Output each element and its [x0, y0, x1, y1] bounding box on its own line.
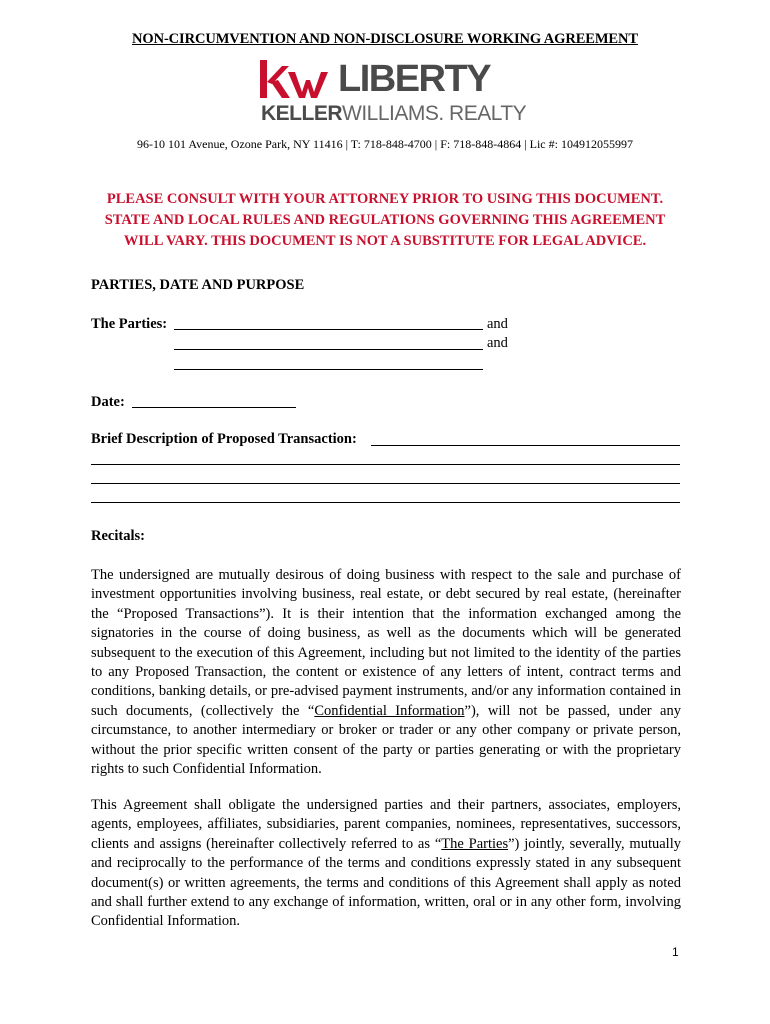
para1-text-a: The undersigned are mutually desirous of doing business with respect to the sale and purchase of investment opportunities involving business, real estate, or debt secured by real estate, (hereinafter the “Proposed Transactions”). It is their intention that the information exchanged among the signatories in the course of doing business, as well as the documents which will be generated subsequent to the execution of this Agreement, including but not limited to the identity of the parties to any Proposed Transaction, the content or existence of any letters of intent, contract terms and conditions, banking details, or pre-advised payment instruments, and/or any information contained in such documents, (collectively the “	[91, 567, 681, 719]
description-field-line-3[interactable]	[91, 483, 680, 484]
kw-logo-mark-icon	[258, 58, 338, 102]
brand-subtitle-bold: KELLER	[261, 102, 342, 125]
para1-text-b: ”), will not be passed, under any circumstance, to another intermediary or broker or trader or any other company or private person, without the prior specific written consent of the party or parties generating or with the proprietary rights to such Confidential Information.	[91, 702, 681, 778]
para2-text-a: This Agreement shall obligate the undersigned parties and their partners, associates, employers, agents, employees, affiliates, subsidiaries, parent companies, nominees, representatives, successors, clients and assigns (hereinafter collectively referred to as “	[91, 797, 681, 852]
the-parties-term: The Parties	[441, 835, 509, 852]
party-1-field[interactable]	[174, 329, 483, 330]
confidential-information-term: Confidential Information	[314, 702, 465, 719]
parties-label: The Parties:	[91, 316, 168, 332]
legal-warning: PLEASE CONSULT WITH YOUR ATTORNEY PRIOR TO USING THIS DOCUMENT. STATE AND LOCAL RULES AND REGULATIONS GOVERNING THIS AGREEMENT WILL VARY. THIS DOCUMENT IS NOT A SUBSTITUTE FOR LEGAL ADVICE.	[104, 191, 666, 249]
party-2-field[interactable]	[174, 349, 483, 350]
recitals-heading: Recitals:	[91, 528, 145, 544]
brand-subtitle-rest: WILLIAMS. REALTY	[342, 102, 527, 125]
description-field-line-1[interactable]	[371, 445, 680, 446]
section-heading-parties: PARTIES, DATE AND PURPOSE	[91, 277, 305, 293]
kw-liberty-logo	[258, 58, 527, 128]
para2-text-b: ”) jointly, severally, mutually and reciprocally to the performance of the terms and conditions expressly stated in any subsequent document(s) or written agreements, the terms and conditions of this Agreement shall apply as noted and shall further extend to any exchange of information, written, oral or in any other form, involving Confidential Information.	[91, 835, 681, 930]
recitals-paragraph-1	[91, 566, 681, 779]
description-field-line-2[interactable]	[91, 464, 680, 465]
and-text-2: and	[487, 335, 508, 351]
brand-name: LIBERTY	[338, 58, 491, 100]
and-text-1: and	[487, 316, 508, 332]
recitals-paragraph-2	[91, 796, 681, 932]
page-number: 1	[672, 945, 679, 959]
date-label: Date:	[91, 394, 125, 410]
brand-subtitle	[261, 102, 526, 126]
description-field-line-4[interactable]	[91, 502, 680, 503]
date-field[interactable]	[132, 407, 296, 408]
document-title: NON-CIRCUMVENTION AND NON-DISCLOSURE WORKING AGREEMENT	[132, 31, 638, 47]
office-address: 96-10 101 Avenue, Ozone Park, NY 11416 | T: 718-848-4700 | F: 718-848-4864 | Lic #: 104912055997	[137, 137, 633, 151]
description-label: Brief Description of Proposed Transaction:	[91, 431, 357, 447]
party-3-field[interactable]	[174, 369, 483, 370]
